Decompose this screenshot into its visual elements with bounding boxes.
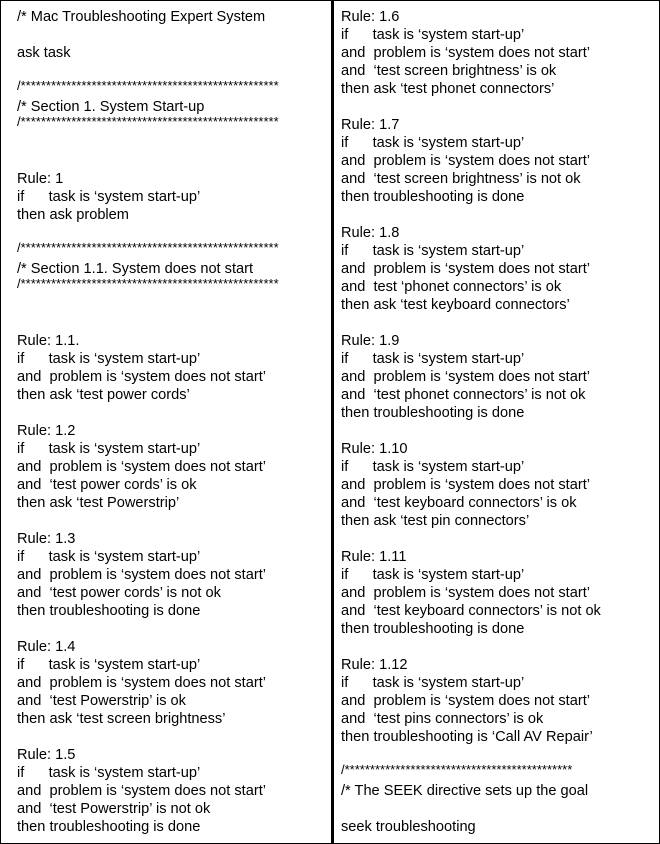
blank-line (17, 620, 279, 638)
code-line: and ‘test keyboard connectors’ is not ok (341, 603, 601, 619)
code-line: and ‘test power cords’ is not ok (17, 585, 221, 601)
code-line: and ‘test screen brightness’ is not ok (341, 171, 581, 187)
code-line: Rule: 1.2 (17, 423, 76, 439)
code-line: and problem is ‘system does not start’ (17, 567, 267, 583)
code-line: and ‘test power cords’ is ok (17, 477, 197, 493)
code-line: if task is ‘system start-up’ (341, 459, 525, 475)
blank-line (17, 404, 279, 422)
code-line: and problem is ‘system does not start’ (341, 153, 591, 169)
blank-line (17, 314, 279, 332)
code-line: and problem is ‘system does not start’ (341, 585, 591, 601)
code-line: if task is ‘system start-up’ (341, 675, 525, 691)
code-line: and problem is ‘system does not start’ (17, 783, 267, 799)
code-line: then ask ‘test phonet connectors’ (341, 81, 555, 97)
code-line: Rule: 1.9 (341, 333, 400, 349)
code-line: /* Section 1. System Start-up (17, 99, 205, 115)
code-line: /* Section 1.1. System does not start (17, 261, 254, 277)
blank-line (341, 638, 601, 656)
code-line: then ask ‘test pin connectors’ (341, 513, 530, 529)
code-line: if task is ‘system start-up’ (341, 135, 525, 151)
blank-line (341, 800, 601, 818)
left-column (17, 8, 279, 836)
code-line: Rule: 1.11 (341, 549, 407, 565)
code-line: then ask ‘test Powerstrip’ (17, 495, 180, 511)
blank-line (341, 98, 601, 116)
code-line: then ask problem (17, 207, 129, 223)
code-line: then troubleshooting is done (341, 189, 525, 205)
code-line: then troubleshooting is done (17, 603, 201, 619)
code-line: Rule: 1.5 (17, 747, 76, 763)
code-line: and problem is ‘system does not start’ (341, 261, 591, 277)
code-line: if task is ‘system start-up’ (341, 243, 525, 259)
code-line: then ask ‘test keyboard connectors’ (341, 297, 570, 313)
code-line: then troubleshooting is done (17, 819, 201, 835)
code-line: and problem is ‘system does not start’ (341, 477, 591, 493)
code-line: if task is ‘system start-up’ (17, 549, 201, 565)
blank-line (17, 512, 279, 530)
code-line: if task is ‘system start-up’ (341, 567, 525, 583)
code-line: Rule: 1.4 (17, 639, 76, 655)
code-line: if task is ‘system start-up’ (341, 351, 525, 367)
blank-line (341, 422, 601, 440)
code-line: and problem is ‘system does not start’ (17, 459, 267, 475)
code-line: ask task (17, 45, 71, 61)
code-line: if task is ‘system start-up’ (17, 657, 201, 673)
code-line: /* Mac Troubleshooting Expert System (17, 9, 266, 25)
separator-line: /*************************************************** (17, 78, 279, 93)
separator-line: /********************************************* (341, 762, 573, 777)
code-line: and problem is ‘system does not start’ (341, 693, 591, 709)
code-line: and ‘test screen brightness’ is ok (341, 63, 557, 79)
code-line: and problem is ‘system does not start’ (17, 369, 267, 385)
code-line: then troubleshooting is done (341, 621, 525, 637)
separator-line: /*************************************************** (17, 276, 279, 291)
code-line: and ‘test Powerstrip’ is not ok (17, 801, 211, 817)
code-line: Rule: 1.6 (341, 9, 400, 25)
code-line: then ask ‘test power cords’ (17, 387, 190, 403)
column-divider (331, 0, 334, 844)
code-line: and ‘test pins connectors’ is ok (341, 711, 544, 727)
code-line: and problem is ‘system does not start’ (341, 369, 591, 385)
code-line: and ‘test Powerstrip’ is ok (17, 693, 186, 709)
blank-line (341, 314, 601, 332)
code-line: /* The SEEK directive sets up the goal (341, 783, 589, 799)
blank-line (17, 152, 279, 170)
code-line: and problem is ‘system does not start’ (341, 45, 591, 61)
code-line: Rule: 1 (17, 171, 64, 187)
code-line: if task is ‘system start-up’ (17, 351, 201, 367)
code-line: Rule: 1.8 (341, 225, 400, 241)
code-line: if task is ‘system start-up’ (17, 765, 201, 781)
code-line: then troubleshooting is done (341, 405, 525, 421)
blank-line (17, 26, 279, 44)
code-line: Rule: 1.12 (341, 657, 408, 673)
code-line: then ask ‘test screen brightness’ (17, 711, 226, 727)
code-line: and ‘test keyboard connectors’ is ok (341, 495, 577, 511)
code-line: Rule: 1.1. (17, 333, 80, 349)
blank-line (17, 296, 279, 314)
code-line: Rule: 1.3 (17, 531, 76, 547)
separator-line: /*************************************************** (17, 114, 279, 129)
separator-line: /*************************************************** (17, 240, 279, 255)
code-line: if task is ‘system start-up’ (341, 27, 525, 43)
code-line: then troubleshooting is ‘Call AV Repair’ (341, 729, 593, 745)
blank-line (341, 530, 601, 548)
blank-line (341, 206, 601, 224)
code-line: seek troubleshooting (341, 819, 476, 835)
code-line: Rule: 1.10 (341, 441, 408, 457)
code-line: if task is ‘system start-up’ (17, 441, 201, 457)
right-column (341, 8, 601, 836)
blank-line (17, 134, 279, 152)
code-line: if task is ‘system start-up’ (17, 189, 201, 205)
code-line: and ‘test phonet connectors’ is not ok (341, 387, 586, 403)
blank-line (17, 728, 279, 746)
code-line: Rule: 1.7 (341, 117, 400, 133)
code-line: and problem is ‘system does not start’ (17, 675, 267, 691)
code-line: and test ‘phonet connectors’ is ok (341, 279, 562, 295)
